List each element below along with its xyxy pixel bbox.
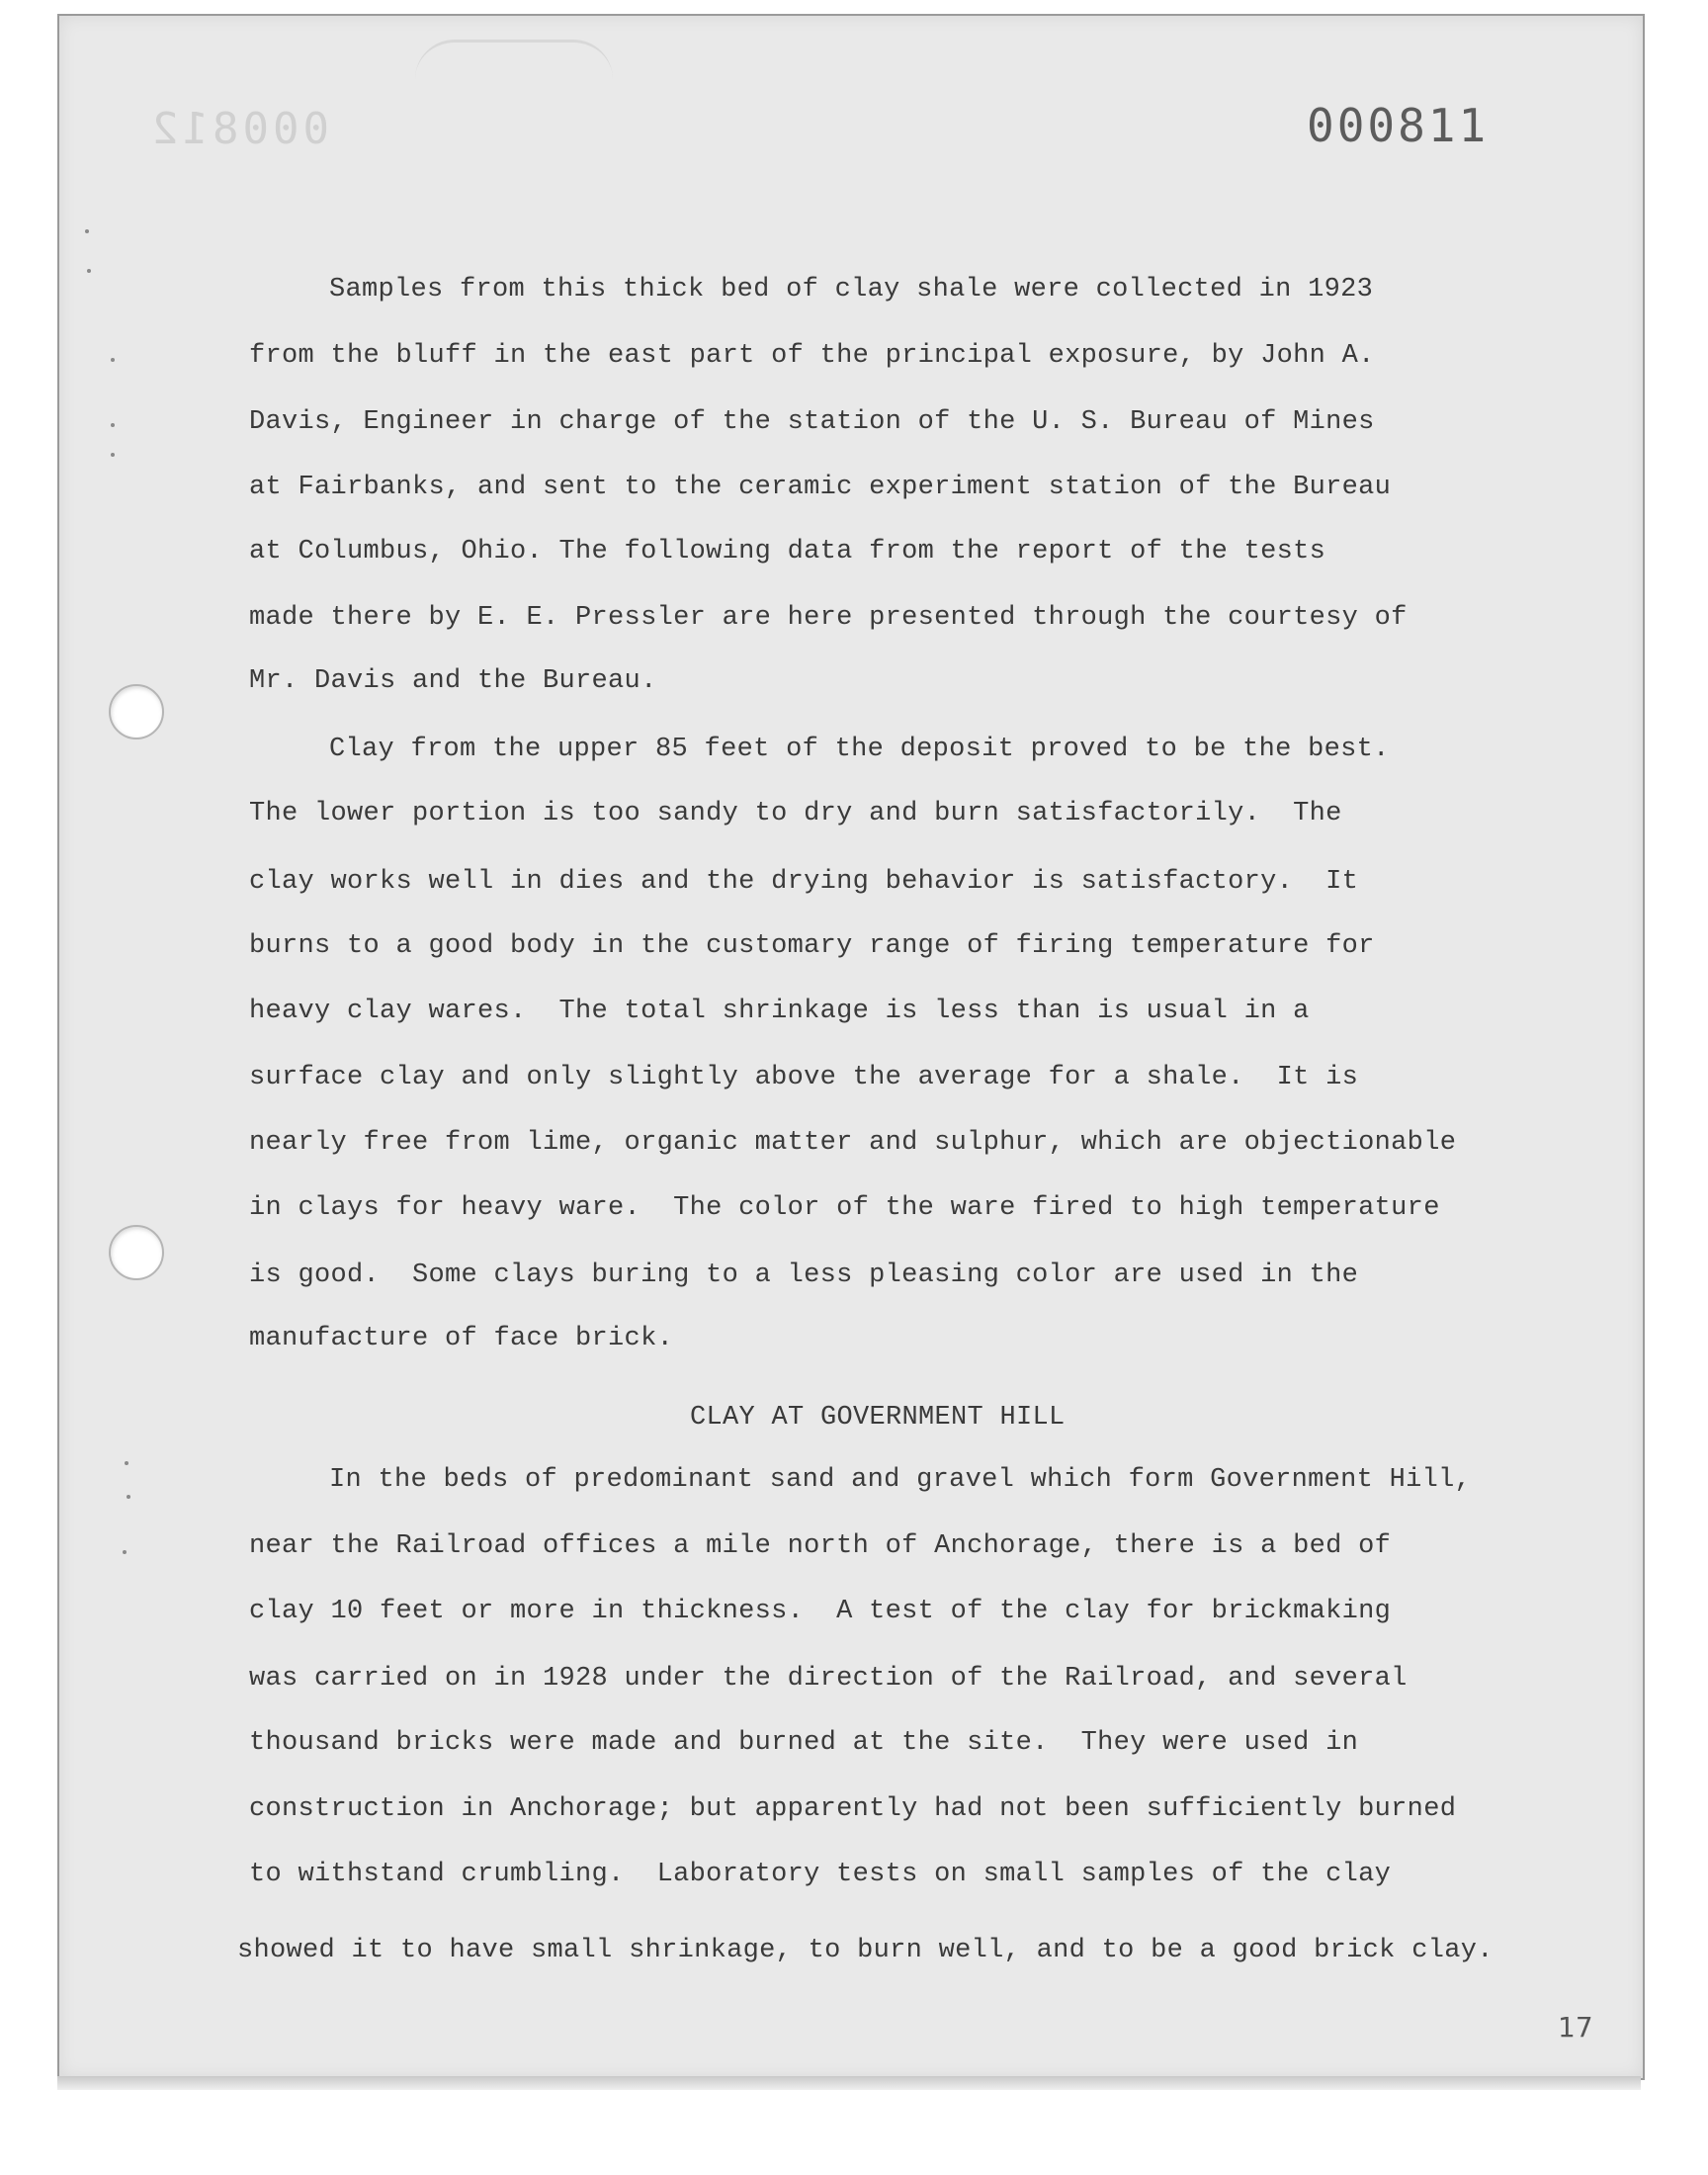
paragraph-line: near the Railroad offices a mile north of Anchorage, there is a bed of <box>249 1531 1392 1561</box>
punch-hole-icon <box>109 1225 164 1280</box>
paragraph-line: In the beds of predominant sand and gravel which form Government Hill, <box>329 1465 1472 1495</box>
paragraph-line: at Columbus, Ohio. The following data from the report of the tests <box>249 537 1326 566</box>
paragraph-line: Clay from the upper 85 feet of the deposit proved to be the best. <box>329 735 1390 764</box>
paragraph-line: at Fairbanks, and sent to the ceramic experiment station of the Bureau <box>249 473 1392 502</box>
scan-speck <box>111 453 115 457</box>
paragraph-line: The lower portion is too sandy to dry and burn satisfactorily. The <box>249 799 1342 828</box>
paragraph-line: Mr. Davis and the Bureau. <box>249 666 657 696</box>
bleed-through-stamp <box>415 40 613 102</box>
punch-hole-icon <box>109 684 164 740</box>
paragraph-line: heavy clay wares. The total shrinkage is less than is usual in a <box>249 997 1310 1026</box>
document-page <box>57 14 1645 2080</box>
paragraph-line: from the bluff in the east part of the principal exposure, by John A. <box>249 341 1375 371</box>
page-bottom-shadow <box>57 2076 1641 2090</box>
paragraph-line: was carried on in 1928 under the direction of the Railroad, and several <box>249 1664 1408 1694</box>
paragraph-line: Davis, Engineer in charge of the station of the U. S. Bureau of Mines <box>249 407 1375 437</box>
scan-speck <box>85 229 89 233</box>
paragraph-line: thousand bricks were made and burned at the site. They were used in <box>249 1728 1359 1758</box>
paragraph-line: manufacture of face brick. <box>249 1324 674 1353</box>
paragraph-line: showed it to have small shrinkage, to burn well, and to be a good brick clay. <box>237 1936 1494 1965</box>
scan-speck <box>127 1495 130 1499</box>
section-heading: CLAY AT GOVERNMENT HILL <box>690 1403 1066 1433</box>
paragraph-line: to withstand crumbling. Laboratory tests on small samples of the clay <box>249 1860 1392 1889</box>
paragraph-line: clay 10 feet or more in thickness. A test of the clay for brickmaking <box>249 1597 1392 1626</box>
document-stamp-number: 000811 <box>1307 99 1490 152</box>
scan-speck <box>87 269 91 273</box>
scan-speck <box>125 1461 128 1465</box>
scan-speck <box>123 1550 127 1554</box>
bleed-through-number: 000812 <box>148 104 329 154</box>
paragraph-line: is good. Some clays buring to a less pleasing color are used in the <box>249 1261 1359 1290</box>
paragraph-line: in clays for heavy ware. The color of the ware fired to high temperature <box>249 1193 1440 1223</box>
scan-speck <box>111 423 115 427</box>
paragraph-line: Samples from this thick bed of clay shale were collected in 1923 <box>329 275 1374 304</box>
page-number: 17 <box>1558 2011 1593 2044</box>
paragraph-line: nearly free from lime, organic matter and sulphur, which are objectionable <box>249 1128 1457 1158</box>
scan-speck <box>111 358 115 362</box>
paragraph-line: burns to a good body in the customary range of firing temperature for <box>249 931 1375 961</box>
paragraph-line: surface clay and only slightly above the average for a shale. It is <box>249 1063 1359 1092</box>
paragraph-line: construction in Anchorage; but apparently had not been sufficiently burned <box>249 1794 1457 1824</box>
paragraph-line: clay works well in dies and the drying behavior is satisfactory. It <box>249 867 1359 897</box>
paragraph-line: made there by E. E. Pressler are here presented through the courtesy of <box>249 603 1408 633</box>
